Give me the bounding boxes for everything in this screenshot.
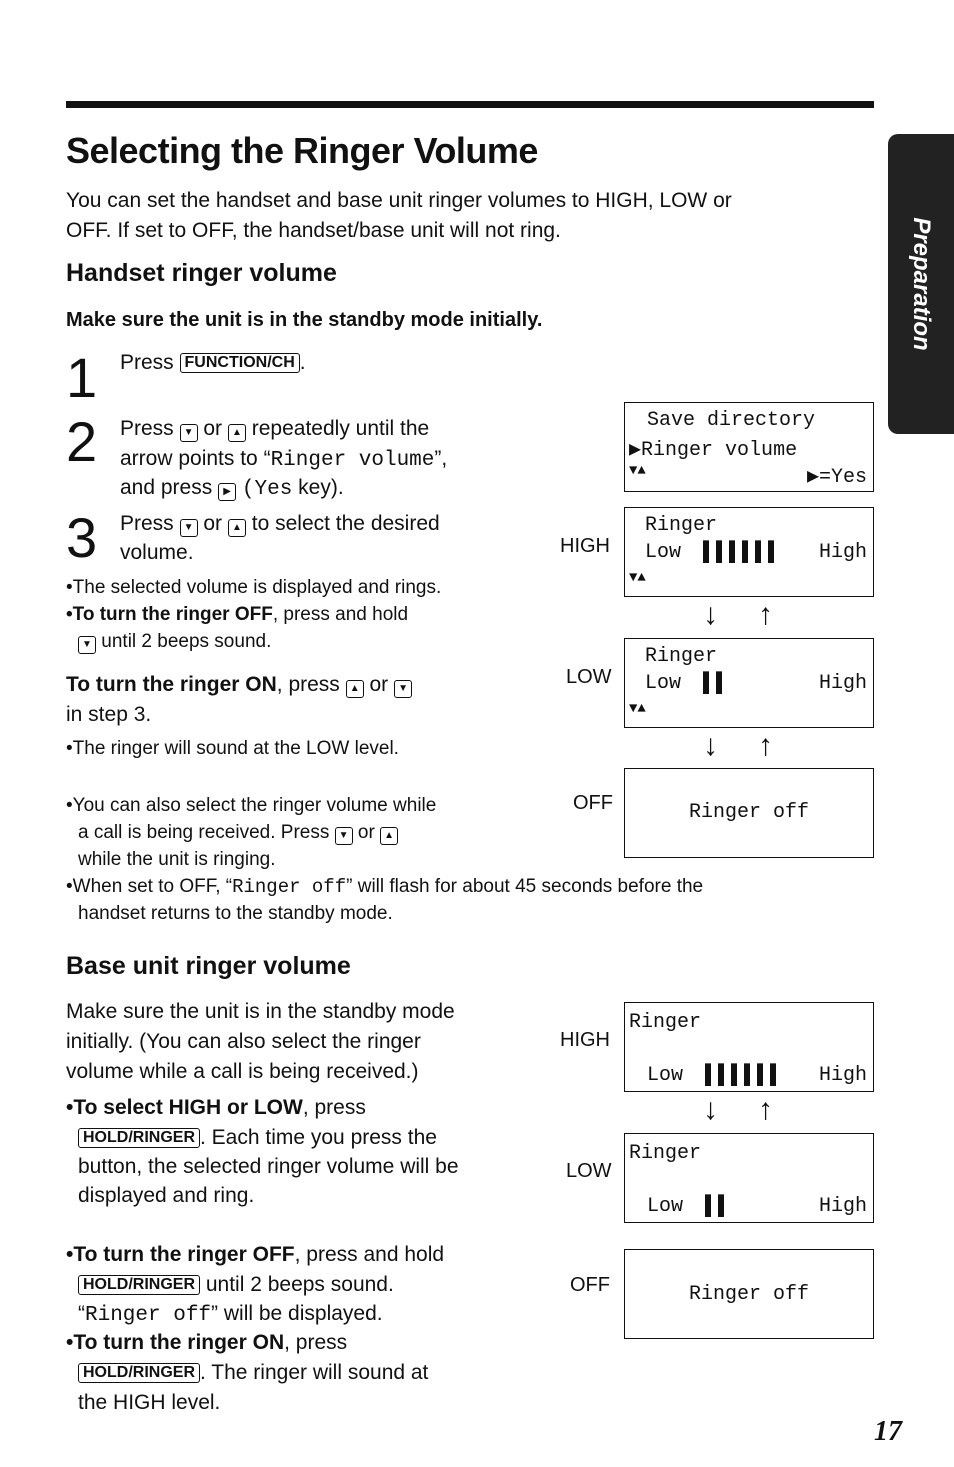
base-on-sound: . The ringer will sound at [200, 1361, 429, 1384]
bullet-selected-volume: •The selected volume is displayed and rings. [66, 577, 442, 598]
transition-arrows: ↓↑ [703, 729, 813, 762]
lcd-ringer-volume: ▶Ringer volume [629, 439, 798, 462]
also-press: a call is being received. Press [78, 822, 330, 843]
transition-arrows: ↓↑ [703, 598, 813, 631]
step-2-and-press: and press [120, 476, 213, 499]
lcd-ringer-off: Ringer off [688, 801, 810, 824]
base-off-line-1 [66, 1240, 444, 1270]
section-tab-label: Preparation [908, 217, 935, 351]
step-2-line-1 [120, 414, 429, 444]
base-para-line-2: initially. (You can also select the ringer [66, 1030, 421, 1053]
lcd-handset-low [624, 638, 874, 728]
step-3-number: 3 [66, 506, 98, 569]
lcd-ringer-off: Ringer off [688, 1283, 810, 1306]
base-off-beeps: until 2 beeps sound. [205, 1273, 394, 1296]
hold-ringer-key: HOLD/RINGER [78, 1128, 200, 1148]
base-off-bold: •To turn the ringer OFF [66, 1243, 295, 1266]
section-tab [888, 134, 954, 434]
lcd-ringer-title: Ringer [629, 1011, 702, 1034]
lcd-ringer-title: Ringer [645, 514, 718, 537]
lcd-low-label: Low [647, 1064, 684, 1087]
bullet-turn-off-rest: , press and hold [272, 604, 409, 625]
lcd-ringer-title: Ringer [629, 1142, 702, 1165]
base-on-line-3: the HIGH level. [78, 1391, 221, 1414]
step-3-press: Press [120, 512, 174, 535]
lcd-volume-bars: ▌▌▌▌▌▌ [703, 541, 782, 564]
lcd-high-label: High [818, 1064, 867, 1087]
base-off-mono: Ringer off [85, 1304, 212, 1327]
intro-line-1: You can set the handset and base unit ringer volumes to HIGH, LOW or [66, 189, 732, 212]
handset-off-label: OFF [573, 792, 613, 814]
base-off-line-3 [78, 1299, 383, 1331]
step-2-quote-end: ”, [434, 447, 448, 470]
lcd-high-label: High [818, 672, 867, 695]
base-select-rest: , press [302, 1096, 366, 1119]
base-low-label: LOW [566, 1160, 612, 1182]
down-key-icon: ▼ [335, 827, 353, 845]
lcd-base-low [624, 1133, 874, 1223]
base-off-quote: “ [78, 1302, 85, 1325]
step-3-or: or [203, 512, 223, 535]
transition-arrows: ↓↑ [703, 1093, 813, 1126]
function-ch-key: FUNCTION/CH [180, 353, 300, 373]
lcd-handset-off [624, 768, 874, 858]
lcd-low-label: Low [647, 1195, 684, 1218]
base-select-line-1 [66, 1093, 366, 1123]
intro-line-2: OFF. If set to OFF, the handset/base unit will not ring. [66, 219, 561, 242]
lcd-volume-bars: ▌▌ [705, 1195, 732, 1218]
step-1-press: Press [120, 351, 174, 374]
lcd-scroll-arrows: ▼▲ [629, 701, 646, 717]
top-rule [66, 101, 874, 108]
handset-low-label: LOW [566, 666, 612, 688]
step-3-select: to select the desired [251, 512, 440, 535]
hold-ringer-key: HOLD/RINGER [78, 1275, 200, 1295]
low-level-note: •The ringer will sound at the LOW level. [66, 738, 399, 759]
step-3-line-1 [120, 509, 440, 539]
step-1-number: 1 [66, 346, 98, 409]
base-off-label: OFF [570, 1274, 610, 1296]
off-flash-a: •When set to OFF, “ [66, 876, 233, 897]
down-key-icon: ▼ [180, 424, 198, 442]
step-2-or: or [203, 417, 223, 440]
turn-on-line-2: in step 3. [66, 703, 152, 726]
lcd-high-label: High [818, 1195, 867, 1218]
step-2-yes: (Yes [241, 478, 293, 501]
step-2-press: Press [120, 417, 174, 440]
also-select-line-3: while the unit is ringing. [78, 849, 276, 870]
also-select-line-2 [78, 819, 398, 846]
step-2-ringer-volume: Ringer volume [270, 449, 435, 472]
turn-on-rest: , press [276, 673, 340, 696]
bullet-beeps: until 2 beeps sound. [101, 631, 272, 652]
step-2-arrow-text: arrow points to “ [120, 447, 271, 470]
lcd-high-label: High [818, 541, 867, 564]
off-flash-mono: Ringer off [232, 876, 347, 898]
up-key-icon: ▲ [228, 519, 246, 537]
down-key-icon: ▼ [78, 636, 96, 654]
turn-on-line-1 [66, 670, 412, 700]
base-on-line-2 [78, 1358, 428, 1388]
up-key-icon: ▲ [346, 680, 364, 698]
step-2-number: 2 [66, 410, 98, 473]
lcd-base-high [624, 1002, 874, 1092]
handset-heading: Handset ringer volume [66, 259, 337, 287]
step-1-text [120, 348, 306, 378]
lcd-volume-bars: ▌▌▌▌▌▌ [705, 1064, 784, 1087]
base-on-rest: , press [284, 1331, 348, 1354]
lcd-base-off [624, 1249, 874, 1339]
base-off-displayed: ” will be displayed. [211, 1302, 383, 1325]
base-heading: Base unit ringer volume [66, 952, 351, 980]
lcd-low-label: Low [645, 672, 682, 695]
lcd-ringer-title: Ringer [645, 645, 718, 668]
off-flash-b: ” will flash for about 45 seconds before the [346, 876, 704, 897]
base-high-label: HIGH [560, 1029, 610, 1051]
step-3-line-2: volume. [120, 541, 194, 564]
lcd-volume-bars: ▌▌ [703, 672, 730, 695]
down-key-icon: ▼ [180, 519, 198, 537]
bullet-turn-off-bold: •To turn the ringer OFF [66, 604, 273, 625]
lcd-low-label: Low [645, 541, 682, 564]
lcd-handset-high [624, 507, 874, 597]
bullet-turn-off-line-2 [78, 628, 271, 655]
base-select-line-3: button, the selected ringer volume will be [78, 1155, 459, 1178]
base-select-line-4: displayed and ring. [78, 1184, 255, 1207]
turn-on-or: or [369, 673, 389, 696]
page-number: 17 [874, 1416, 902, 1447]
lcd-yes: ▶=Yes [806, 466, 867, 489]
base-off-rest: , press and hold [294, 1243, 445, 1266]
off-flash-line-1 [66, 873, 703, 901]
base-on-bold: •To turn the ringer ON [66, 1331, 285, 1354]
down-key-icon: ▼ [394, 680, 412, 698]
base-para-line-1: Make sure the unit is in the standby mode [66, 1000, 455, 1023]
base-select-each-time: . Each time you press the [200, 1126, 437, 1149]
bullet-turn-off [66, 601, 408, 628]
up-key-icon: ▲ [228, 424, 246, 442]
lcd-menu-display [624, 402, 874, 492]
step-2-line-3 [120, 473, 344, 505]
step-2-key-end: key). [292, 476, 344, 499]
hold-ringer-key: HOLD/RINGER [78, 1363, 200, 1383]
also-or: or [357, 822, 375, 843]
lcd-save-directory: Save directory [647, 409, 816, 432]
page-title: Selecting the Ringer Volume [66, 130, 538, 171]
lcd-scroll-arrows: ▼▲ [629, 570, 646, 586]
off-flash-line-2: handset returns to the standby mode. [78, 903, 393, 924]
handset-high-label: HIGH [560, 535, 610, 557]
base-para-line-3: volume while a call is being received.) [66, 1060, 419, 1083]
base-on-line-1 [66, 1328, 347, 1358]
standby-note: Make sure the unit is in the standby mode initially. [66, 309, 543, 331]
base-select-bold: •To select HIGH or LOW [66, 1096, 303, 1119]
also-select-line-1: •You can also select the ringer volume while [66, 795, 437, 816]
turn-on-bold: To turn the ringer ON [66, 673, 277, 696]
step-2-line-2 [120, 444, 447, 476]
step-1-end: . [299, 351, 306, 374]
step-2-until: repeatedly until the [251, 417, 430, 440]
up-key-icon: ▲ [380, 827, 398, 845]
base-select-line-2 [78, 1123, 437, 1153]
right-key-icon: ▶ [218, 483, 236, 501]
lcd-scroll-arrows: ▼▲ [629, 463, 646, 479]
base-off-line-2 [78, 1270, 394, 1300]
